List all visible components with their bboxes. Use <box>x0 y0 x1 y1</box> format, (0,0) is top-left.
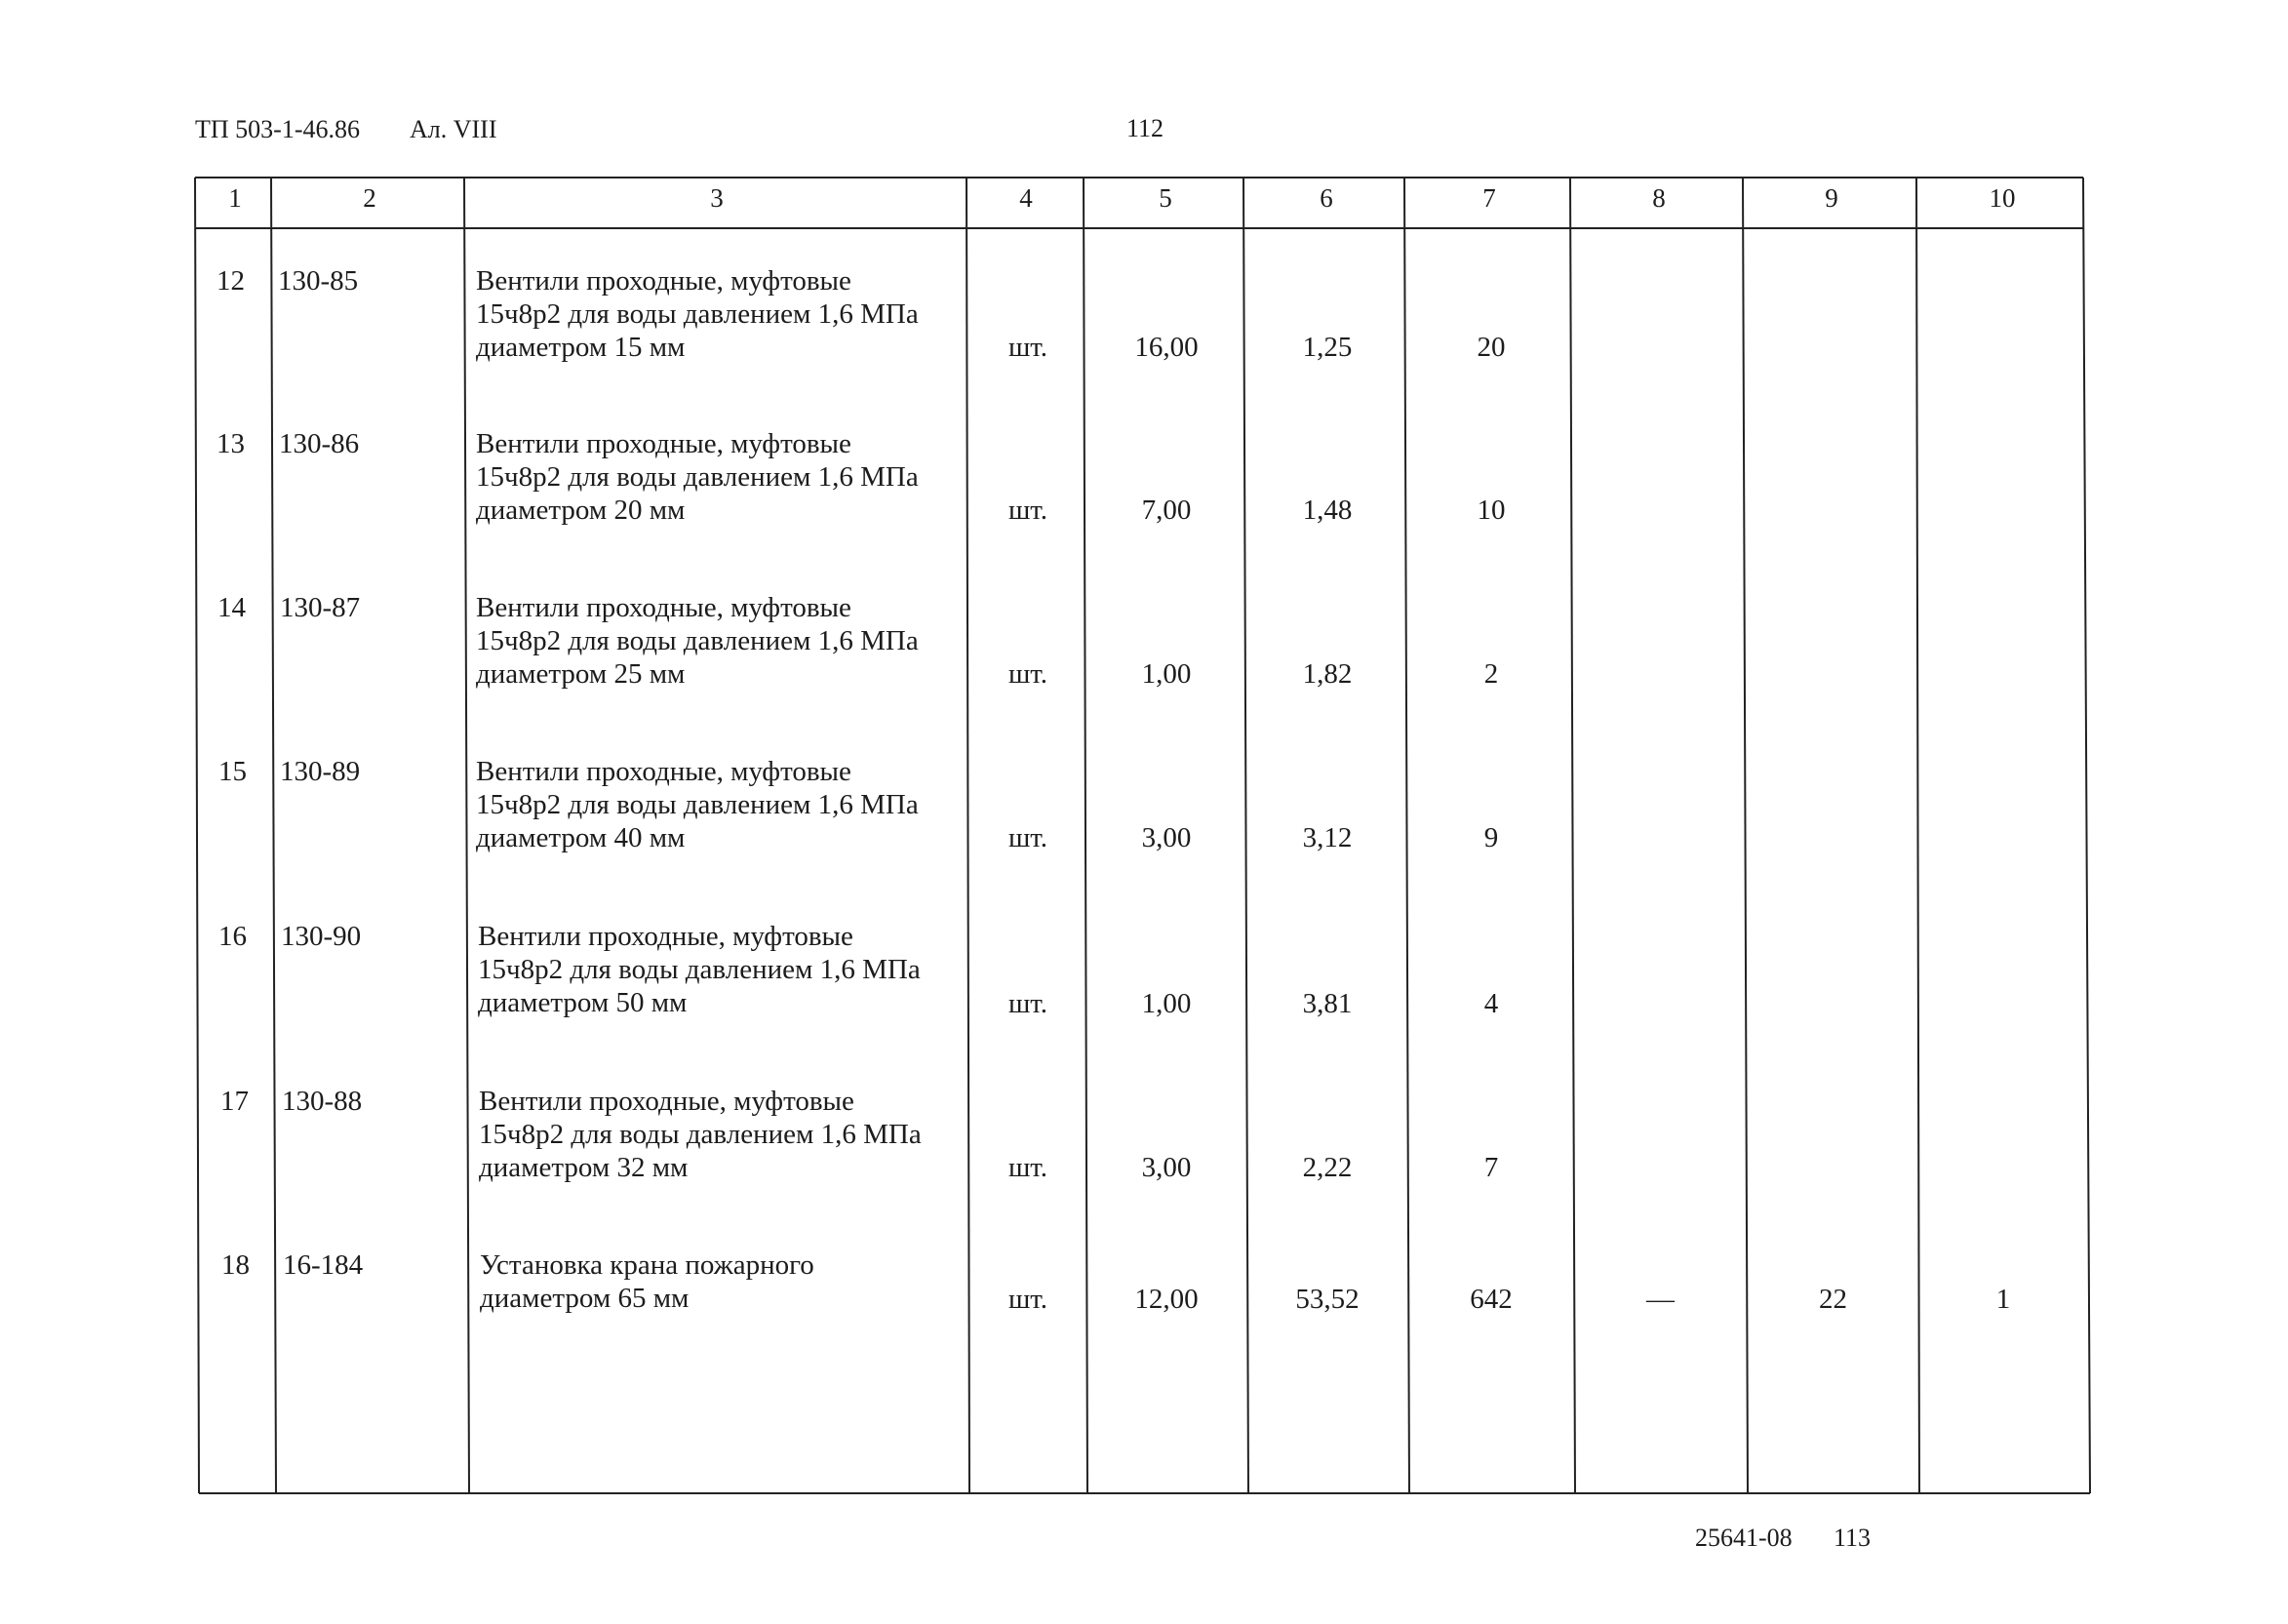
column-header-8: 8 <box>1652 183 1666 213</box>
item-description: Вентили проходные, муфтовые 15ч8р2 для воды давлением 1,6 МПа диаметром 15 мм <box>476 265 919 363</box>
price-code: 130-88 <box>282 1086 363 1117</box>
price-code: 130-87 <box>280 592 361 623</box>
column-header-9: 9 <box>1825 183 1838 213</box>
total-cost: 9 <box>1483 822 1499 853</box>
column-header-4: 4 <box>1019 183 1033 213</box>
total-cost: 4 <box>1483 988 1499 1019</box>
column-header-1: 1 <box>228 183 242 213</box>
item-description: Вентили проходные, муфтовые 15ч8р2 для воды давлением 1,6 МПа диаметром 20 мм <box>476 428 919 526</box>
row-number: 14 <box>217 592 246 623</box>
item-description: Вентили проходные, муфтовые 15ч8р2 для воды давлением 1,6 МПа диаметром 32 мм <box>479 1086 922 1183</box>
unit: шт. <box>1007 822 1048 853</box>
quantity: 7,00 <box>1141 495 1192 526</box>
unit: шт. <box>1007 658 1048 690</box>
quantity: 1,00 <box>1141 658 1192 690</box>
column-header-3: 3 <box>710 183 724 213</box>
quantity: 3,00 <box>1141 1152 1192 1183</box>
row-number: 18 <box>221 1249 250 1281</box>
unit-price: 1,48 <box>1302 495 1353 526</box>
item-description: Вентили проходные, муфтовые 15ч8р2 для воды давлением 1,6 МПа диаметром 50 мм <box>478 921 921 1018</box>
row-number: 12 <box>217 265 245 297</box>
document-code: ТП 503-1-46.86 <box>195 115 360 143</box>
unit-price: 2,22 <box>1302 1152 1353 1183</box>
unit-price: 53,52 <box>1295 1284 1360 1315</box>
row-number: 16 <box>218 921 247 952</box>
unit: шт. <box>1007 495 1048 526</box>
price-code: 130-85 <box>278 265 359 297</box>
unit: шт. <box>1007 1284 1048 1315</box>
row-number: 17 <box>220 1086 249 1117</box>
total-cost: 7 <box>1483 1152 1499 1183</box>
unit-price: 3,81 <box>1302 988 1353 1019</box>
column-header-5: 5 <box>1159 183 1172 213</box>
column-header-6: 6 <box>1320 183 1333 213</box>
column-header-7: 7 <box>1482 183 1496 213</box>
column-8-value: — <box>1646 1284 1675 1315</box>
item-description: Установка крана пожарного диаметром 65 мм <box>480 1249 814 1314</box>
item-description: Вентили проходные, муфтовые 15ч8р2 для воды давлением 1,6 МПа диаметром 25 мм <box>476 592 919 690</box>
unit-price: 1,25 <box>1302 332 1353 363</box>
footer-code: 25641-08 <box>1695 1524 1793 1552</box>
row-number: 15 <box>218 756 247 787</box>
column-header-10: 10 <box>1989 183 2016 213</box>
quantity: 16,00 <box>1134 332 1199 363</box>
page-number: 112 <box>1126 114 1164 142</box>
item-description: Вентили проходные, муфтовые 15ч8р2 для воды давлением 1,6 МПа диаметром 40 мм <box>476 756 919 853</box>
price-code: 130-89 <box>280 756 361 787</box>
total-cost: 10 <box>1477 495 1506 526</box>
total-cost: 20 <box>1477 332 1506 363</box>
quantity: 3,00 <box>1141 822 1192 853</box>
unit-price: 3,12 <box>1302 822 1353 853</box>
price-code: 130-90 <box>281 921 362 952</box>
total-cost: 2 <box>1483 658 1499 690</box>
column-10-value: 1 <box>1995 1284 2011 1315</box>
unit-price: 1,82 <box>1302 658 1353 690</box>
footer-page-number: 113 <box>1834 1524 1872 1552</box>
sheet-label: Ал. VIII <box>410 115 497 143</box>
column-9-value: 22 <box>1819 1284 1847 1315</box>
price-code: 16-184 <box>283 1249 364 1281</box>
row-number: 13 <box>217 428 245 459</box>
unit: шт. <box>1007 988 1048 1019</box>
unit: шт. <box>1007 1152 1048 1183</box>
price-code: 130-86 <box>279 428 360 459</box>
unit: шт. <box>1007 332 1048 363</box>
quantity: 1,00 <box>1141 988 1192 1019</box>
column-header-2: 2 <box>363 183 376 213</box>
total-cost: 642 <box>1470 1284 1513 1315</box>
quantity: 12,00 <box>1134 1284 1199 1315</box>
